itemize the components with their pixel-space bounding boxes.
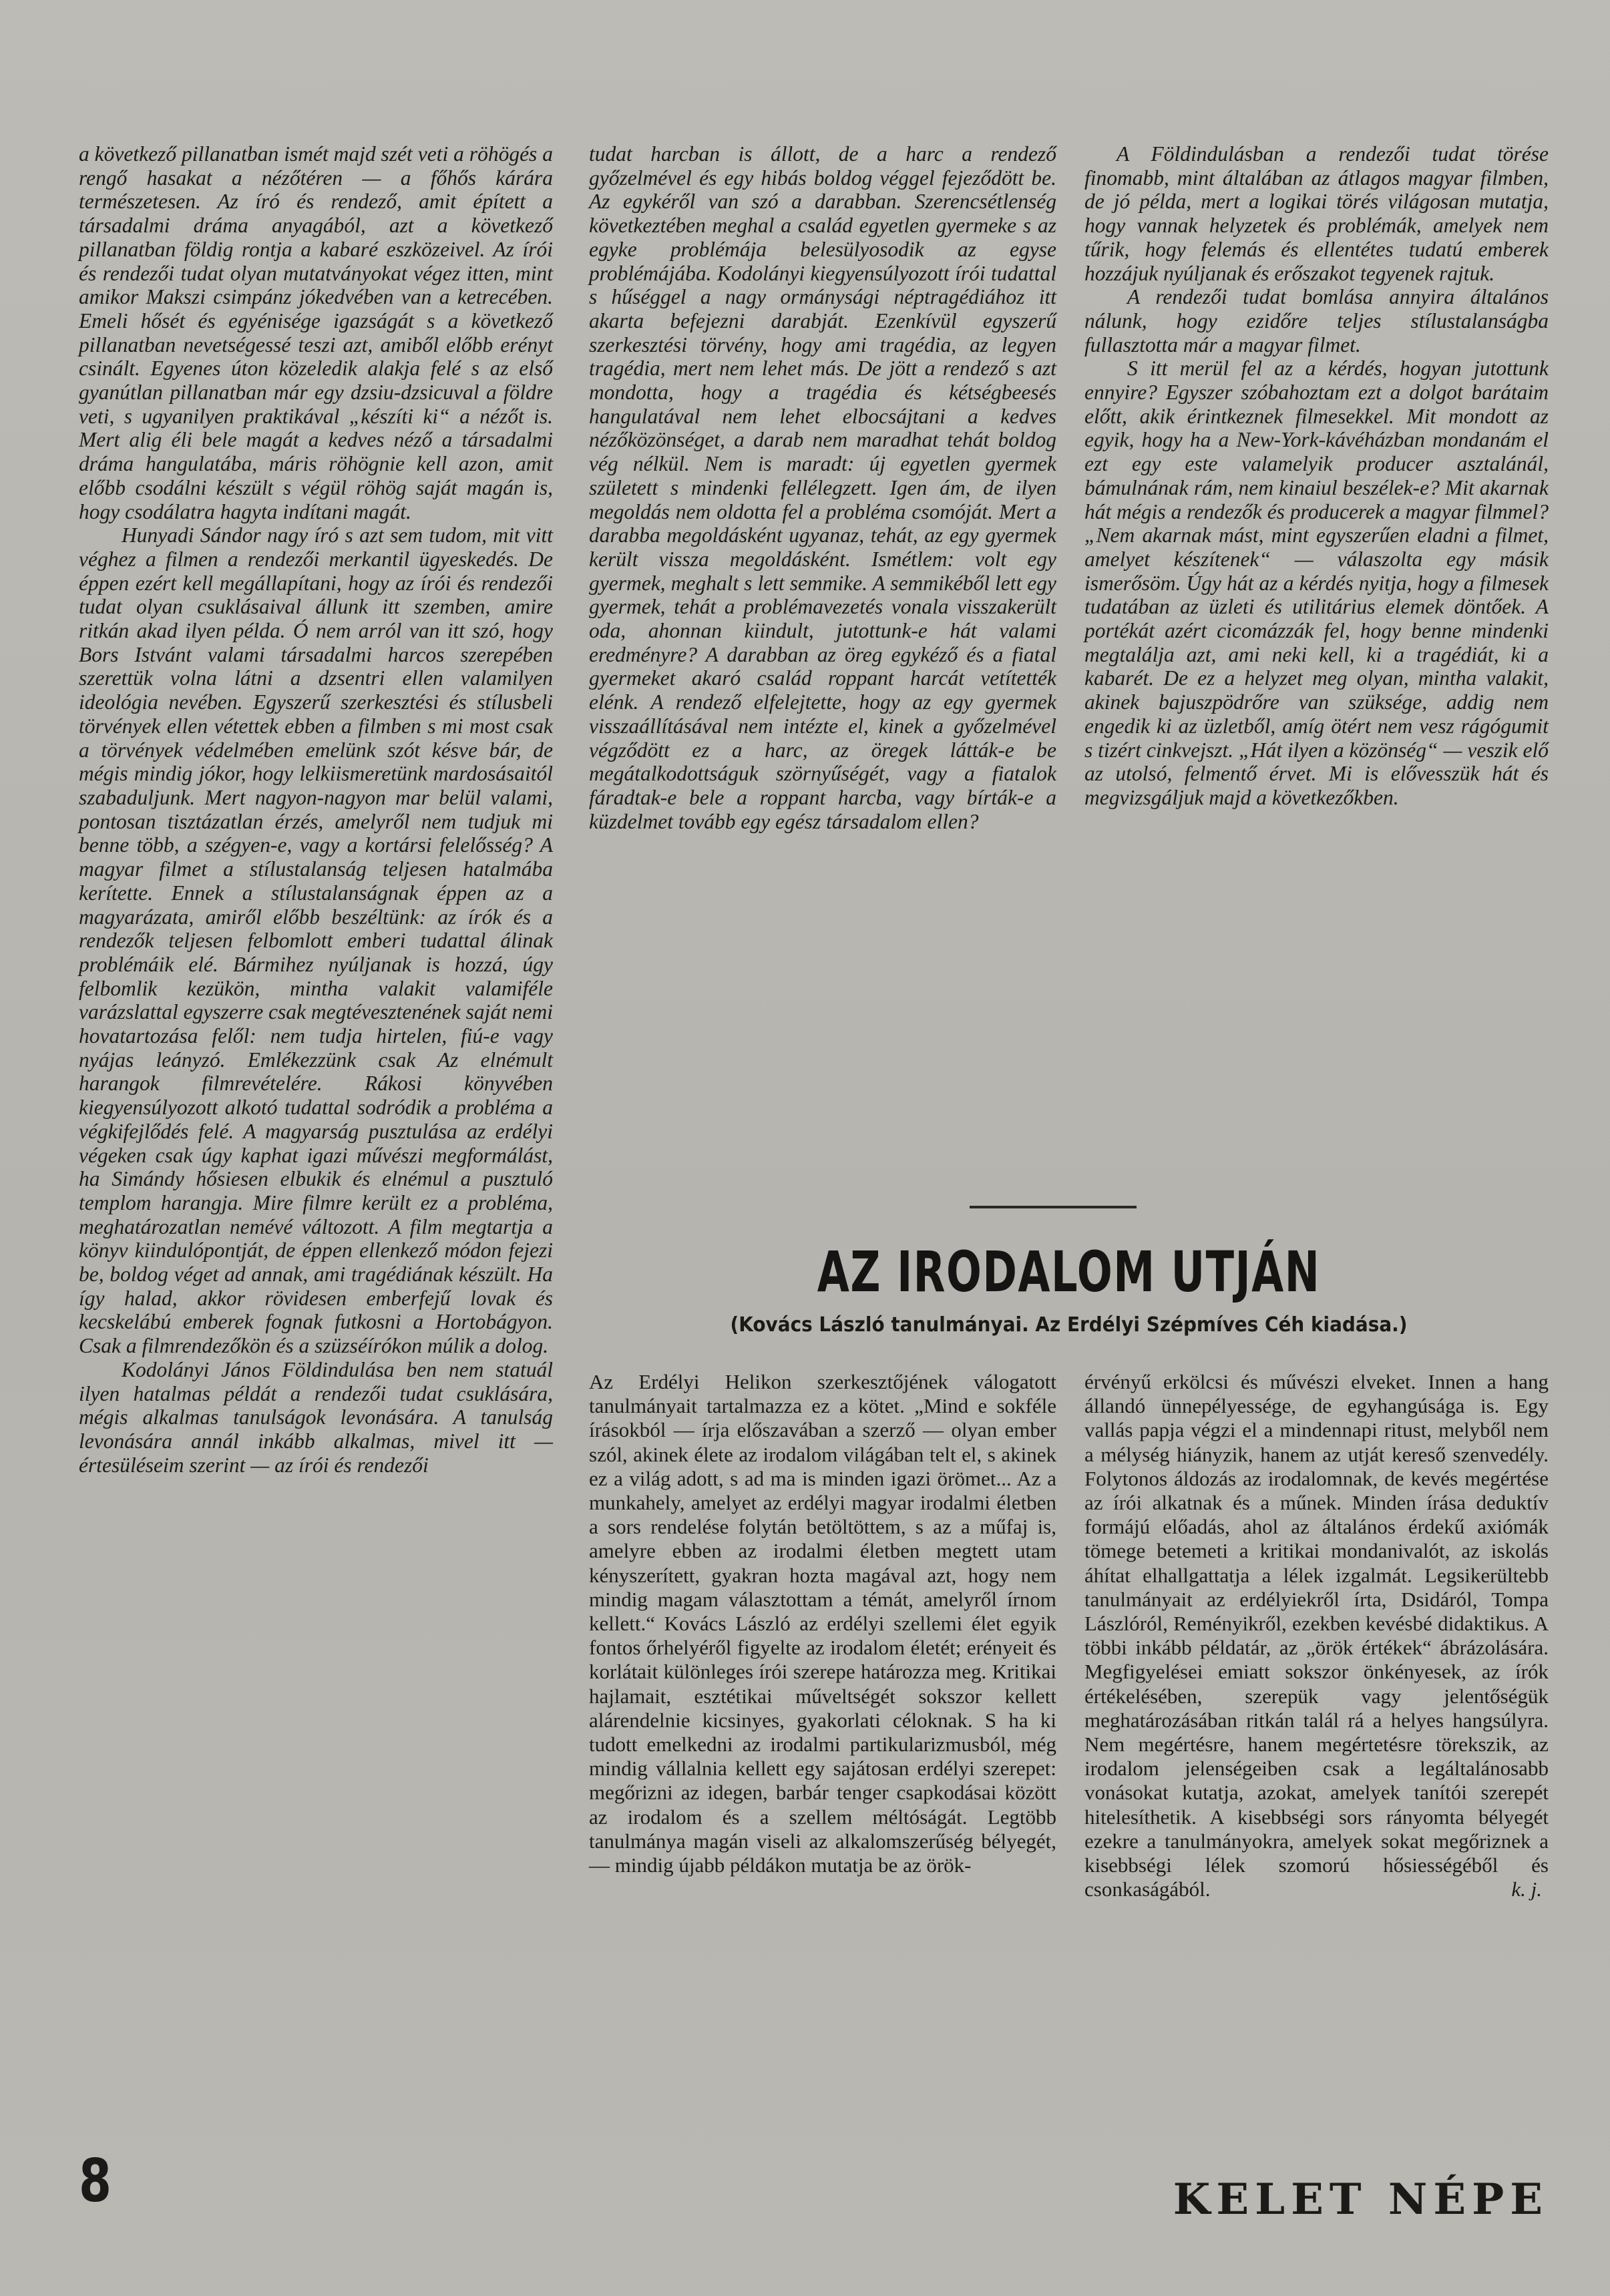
masthead: KELET NÉPE xyxy=(1173,2174,1549,2225)
paragraph: Hunyadi Sándor nagy író s azt sem tudom, mit vitt véghez a filmen a rendezői merkantil ügyeskedés. De éppen ezért kell megállapítani, hogy az írói és rendezői tudat olyan csuklásaival állunk itt szemben, amire ritkán akad ilyen példa. Ó nem arról van itt szó, hogy Bors Istvánt valami társadalmi harcos szerepében szerettük volna látni a dzsentri ellen valamilyen ideológia nevében. Egyszerű szerkesztési és stílusbeli törvények ellen vétettek ebben a filmben s mi most csak a törvények védelmében emelünk szót késve bár, de mégis mindig jókor, hogy lelkiismeretünk mardosásaitól szabaduljunk. Mert nagyon-nagyon mar belül valami, pontosan tisztázatlan érzés, amelyről nem tudjuk mi benne több, a szégyen-e, vagy a kortársi felelősség? A magyar filmet a stílustalanság teljesen hatalmába kerítette. Ennek a stílustalanságnak éppen az a magyarázata, amiről előbb beszéltünk: az írók és a rendezők teljesen felbomlott emberi tudattal álinak problémáik elé. Bármihez nyúljanak is hozzá, úgy felbomlik kezükön, mintha valakit valamiféle varázslattal egyszerre csak megtévesztenének saját nemi hovatartozása felől: nem tudja hirtelen, fiú-e vagy nyájas leányzó. Emlékezzünk csak Az elnémult harangok filmrevételére. Rákosi könyvében kiegyensúlyozott alkotó tudattal sodródik a probléma a végkifejlődés felé. A magyarság pusztulása az erdélyi végeken csak úgy kaphat igazi művészi megformálást, ha Simándy hősiesen elbukik és elnémul a pusztuló templom harangja. Mire filmre került ez a probléma, meghatározatlan nemévé változott. A film megtartja a könyv kiindulópontját, de éppen ellenkező módon fejezi be, boldog véget ad annak, ami tragédiának készült. Ha így halad, akkor rövidesen emberfejű lovak és kecskelábú emberek fognak futkosni a Hortobágyon. Csak a filmrendezőkön és a szüzséírókon múlik a dolog. xyxy=(79,523,554,1358)
book-review-column-1 xyxy=(589,1370,1056,1877)
paragraph: A rendezői tudat bomlása annyira általános nálunk, hogy ezidőre teljes stílustalanságba fullasztotta már a magyar filmet. xyxy=(1084,285,1549,357)
article-title: AZ IRODALOM UTJÁN xyxy=(817,1239,1321,1305)
page-number: 8 xyxy=(79,2146,112,2215)
paragraph: Az Erdélyi Helikon szerkesztőjének válogatott tanulmányait tartalmazza ez a kötet. „Mind e sokféle írásokból — írja előszavában a szerző — olyan ember szól, akinek élete az irodalom világában telt el, s akinek ez a világ adott, s ad ma is minden igazi örömet... Az a munkahely, amelyet az erdélyi magyar irodalmi életben a sors rendelése folytán betöltöttem, s az a műfaj is, amelyre ebben az irodalmi életben megtett utam kényszerített, gyakran hozta magával azt, hogy nem mindig magam választottam a témát, amelyről írnom kellett.“ Kovács László az erdélyi szellemi élet egyik fontos őrhelyéről figyelte az irodalom életét; erényeit és korlátait különleges írói szerepe határozza meg. Kritikai hajlamait, esztétikai műveltségét sokszor kellett alárendelnie kicsinyes, gyakorlati céloknak. S ha ki tudott emelkedni az irodalmi partikularizmusból, még mindig vállalnia kellett egy sajátosan erdélyi szerepet: megőrizni az idegen, barbár tenger csapkodásai között az irodalom és a szellem méltóságát. Legtöbb tanulmánya magán viseli az alkalomszerűség bélyegét, — mindig újabb példákon mutatja be az örök- xyxy=(589,1370,1056,1877)
paragraph: A Földindulásban a rendezői tudat törése finomabb, mint általában az átlagos magyar filmben, de jó példa, mert a logikai törés világosan mutatja, hogy vannak helyzetek és problémák, amelyek nem tűrik, hogy felemás és ellentétes tudatú emberek hozzájuk nyúljanak és erőszakot tegyenek rajtuk. xyxy=(1084,142,1549,285)
paragraph: S itt merül fel az a kérdés, hogyan jutottunk ennyire? Egyszer szóbahoztam ezt a dolgot barátaim előtt, akik érintkeznek filmesekkel. Mit mondott az egyik, hogy ha a New-York-kávéházban mondanám el ezt egy este valamelyik producer asztalánál, bámulnának rám, nem kinaiul beszélek-e? Mit akarnak hát mégis a rendezők és producerek a magyar filmmel? „Nem akarnak mást, mint egyszerűen eladni a filmet, amelyet készítenek“ — válaszolta egy másik ismerősöm. Úgy hát az a kérdés nyitja, hogy a filmesek tudatában az üzleti és utilitárius elemek döntőek. A portékát azért cicomázzák fel, hogy benne mindenki megtalálja azt, ami neki kell, ki a tragédiát, ki a kabarét. De ez a helyzet meg olyan, mintha valakit, akinek bajuszpödrőre van szüksége, addig nem engedik ki az üzletből, amíg ötért nem vesz rágógumit s tizért cinkvejszt. „Hát ilyen a közönség“ — veszik elő az utolsó, felmentő érvet. Mi is elővesszük hát és megvizsgáljuk majd a következőkben. xyxy=(1084,357,1549,809)
book-review-column-2 xyxy=(1084,1370,1549,1901)
paragraph xyxy=(1084,1370,1549,1901)
paragraph: tudat harcban is állott, de a harc a rendező győzelmével és egy hibás boldog véggel fejeződött be. Az egykéről van szó a darabban. Szerencsétlenség következtében meghal a család egyetlen gyermeke s az egyke problémája belesülyosodik az egyse problémájába. Kodolányi kiegyensúlyozott írói tudattal s hűséggel a nagy ormánysági néptragédiához itt akarta befejezni darabját. Ezenkívül egyszerű szerkesztési törvény, hogy ami tragédia, az legyen tragédia, mert nem lehet más. De jött a rendező s azt mondotta, hogy a tragédia és kétségbeesés hangulatával nem lehet elbocsájtani a kedves nézőközönséget, a darab nem maradhat tehát boldog vég nélkül. Nem is maradt: új egyetlen gyermek született s mindenki fellélegzett. Igen ám, de ilyen megoldás nem oldotta fel a probléma csomóját. Mert a darabba megoldásként ugyanaz, tehát, az egy gyermek került vissza megoldásként. Ismétlem: volt egy gyermek, meghalt s lett semmike. A semmikéből lett egy gyermek, tehát a problémavezetés vonala visszakerült oda, ahonnan kiindult, jutottunk-e hát valami eredményre? A darabban az öreg egykéző és a fiatal gyermeket akaró család roppant harcát vetítették elénk. A rendező elfelejtette, hogy az egy gyermek visszaállításával nem intézte el, kinek a győzelmével végződött ez a harc, az öregek látták-e be megátalkodottságuk szörnyűségét, vagy a fiatalok fáradtak-e bele a roppant harcba, vagy bírták-e a küzdelmet tovább egy egész társadalom ellen? xyxy=(589,142,1056,833)
paragraph: Kodolányi János Földindulása ben nem statuál ilyen hatalmas példát a rendezői tudat csuklására, mégis alkalmas tanulságok levonására. A tanulság levonására annál inkább alkalmas, mivel itt — értesüléseim szerint — az írói és rendezői xyxy=(79,1357,553,1477)
paragraph: a következő pillanatban ismét majd szét veti a röhögés a rengő hasakat a nézőtéren — a főhős kárára természetesen. Az író és rendező, amit épített a társadalmi dráma anyagából, azt a következő pillanatban földig rontja a kabaré eszközeivel. Az írói és rendezői tudat olyan mutatványokat végez itten, mint amikor Makszi csimpánz jókedvében van a ketrecében. Emeli hősét és egyénisége igazságát s a következő pillanatban nevetségessé teszi azt, amiből előbb erényt csinált. Egyenes úton közeledik alakja felé s az első gyanútlan pillanatban már egy dzsiu-dzsicuval a földre veti, s ugyanilyen praktikával „készíti ki“ a nézőt is. Mert alig éli bele magát a kedves néző a társadalmi dráma hangulatába, máris röhögnie kell azon, amit előbb csodálni készült s végül röhög saját magán is, hogy csodálatra hagyta indítani magát. xyxy=(79,142,553,523)
article-subtitle: (Kovács László tanulmányai. Az Erdélyi Szépmíves Céh kiadása.) xyxy=(730,1313,1408,1337)
paragraph-text: érvényű erkölcsi és művészi elveket. Innen a hang állandó ünnepélyessége, de egyhangúsága is. Egy vallás papja végzi el a mindennapi ritust, melyből nem a mélység hiányzik, hanem az utját kereső szenvedély. Folytonos áldozás az irodalomnak, de kevés megértése az írói alkatnak és a műnek. Minden írása deduktív formájú előadás, ahol az általános érdekű axiómák tömege betemeti a kritikai mondanivalót, az iskolás áhítat elhallgattatja a lélek izgalmát. Legsikerültebb tanulmányait az erdélyiekről írta, Dsidáról, Tompa Lászlóról, Reményikről, ezekben kevésbé didaktikus. A többi inkább példatár, az „örök értékek“ ábrázolására. Megfigyelései emiatt sokszor önkényesek, az írók értékelésében, szerepük vagy jelentőségük meghatározásában ritkán talál rá a helyes hangsúlyra. Nem megértésre, hanem megértetésre törekszik, az irodalom jelenségeiben csak a legáltalánosabb vonásokat kutatja, azokat, amelyek tanítói szerepét hitelesíthetik. A kisebbségi sors rányomta bélyegét ezekre a tanulmányokra, amelyek sokat megőriznek a kisebbségi lélek szomorú hősiességéből és csonkaságából. xyxy=(1084,1370,1549,1901)
film-review-column-3 xyxy=(1084,142,1549,810)
film-review-column-1 xyxy=(79,142,553,1477)
section-divider xyxy=(970,1206,1137,1208)
author-signature: k. j. xyxy=(1511,1877,1542,1901)
film-review-column-2 xyxy=(589,142,1056,833)
